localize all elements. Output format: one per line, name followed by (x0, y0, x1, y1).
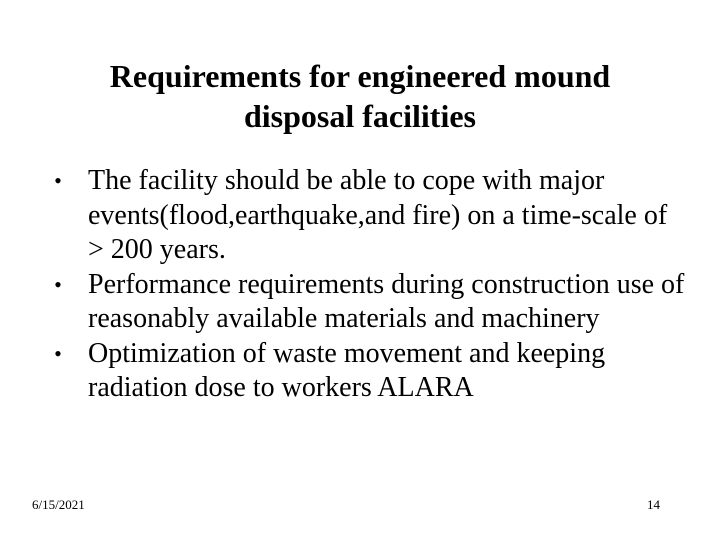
slide-title-line-1: Requirements for engineered mound (109, 58, 611, 94)
bullet-text: The facility should be able to cope with major events(flood,earthquake,and fire) on a time-scale of > 200 years. (88, 165, 668, 265)
bullet-list (28, 164, 688, 406)
footer-date: 6/15/2021 (32, 497, 85, 512)
footer-page-number: 14 (647, 497, 660, 512)
bullet-dot-icon: • (54, 271, 62, 297)
bullet-item-optimization (28, 337, 688, 406)
slide-title (40, 56, 680, 136)
slide-title-line-2: disposal facilities (243, 98, 476, 134)
bullet-dot-icon: • (54, 168, 62, 193)
bullet-dot-icon: • (54, 340, 62, 366)
bullet-text: Optimization of waste movement and keeping radiation dose to workers ALARA (88, 337, 606, 403)
bullet-item-performance (28, 268, 688, 337)
bullet-item-facility-events (28, 164, 688, 268)
bullet-text: Performance requirements during construction use of reasonably available materials and machinery (88, 268, 685, 334)
